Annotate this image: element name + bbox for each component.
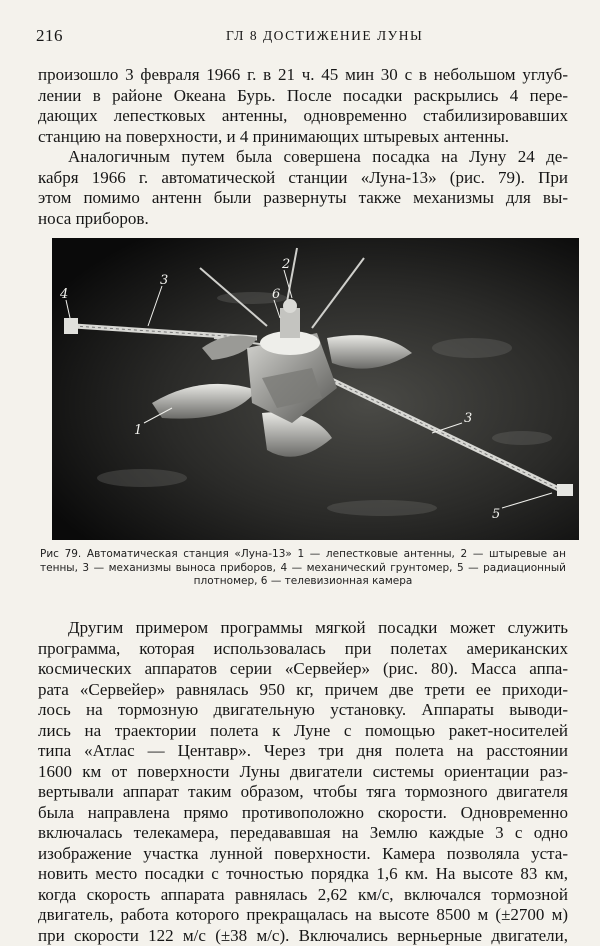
text-line: типа «Атлас — Центавр». Через три дня полета на расстоянии [38, 741, 568, 762]
text-line: произошло 3 февраля 1966 г. в 21 ч. 45 мин 30 с в небольшом углуб- [38, 65, 568, 86]
page-number: 216 [36, 26, 63, 46]
text-line: Аналогичным путем была совершена посадка на Луну 24 де- [38, 147, 568, 168]
text-line: 1600 км от поверхности Луны двигатели системы ориентации раз- [38, 762, 568, 783]
luna-13-photo [52, 238, 579, 540]
body-text-bottom [38, 618, 568, 946]
callout-4: 4 [59, 287, 68, 302]
page-header [36, 26, 572, 48]
text-line: Другим примером программы мягкой посадки может служить [38, 618, 568, 639]
text-line: при скорости 122 м/с (±38 м/с). Включались верньерные двигатели, [38, 926, 568, 946]
text-line: лись на траектории полета к Луне с помощью ракет-носителей [38, 721, 568, 742]
body-text-top [38, 65, 568, 229]
callout-3-right: 3 [464, 411, 472, 426]
running-title: ГЛ 8 ДОСТИЖЕНИЕ ЛУНЫ [226, 28, 423, 44]
luna-13-illustration [52, 238, 579, 540]
caption-line: плотномер, 6 — телевизионная камера [40, 575, 566, 589]
figure-caption [40, 548, 566, 589]
text-line: двигатель, работа которого прекращалась на высоте 8500 м (±2700 м) [38, 905, 568, 926]
callout-1: 1 [134, 423, 142, 438]
text-line: кабря 1966 г. автоматической станции «Луна-13» (рис. 79). При [38, 168, 568, 189]
text-line: носа приборов. [38, 209, 568, 230]
text-line: лении в районе Океана Бурь. После посадки раскрылись 4 пере- [38, 86, 568, 107]
callout-3: 3 [160, 273, 168, 288]
text-line: новить место посадки с точностью порядка 1,6 км. На высоте 83 км, [38, 864, 568, 885]
paragraph-1 [38, 65, 568, 147]
callout-6: 6 [272, 287, 280, 302]
text-line: когда скорость аппарата равнялась 2,62 км/с, включался тормозной [38, 885, 568, 906]
text-line: была направлена прямо противоположно скорости. Одновременно [38, 803, 568, 824]
text-line: космических аппаратов серии «Сервейер» (рис. 80). Масса аппа- [38, 659, 568, 680]
text-line: дающих лепестковых антенны, одновременно стабилизировавших [38, 106, 568, 127]
text-line: изображение участка лунной поверхности. Камера позволяла уста- [38, 844, 568, 865]
text-line: программа, которая использовалась при полетах американских [38, 639, 568, 660]
caption-line: Рис 79. Автоматическая станция «Луна-13» 1 — лепестковые антенны, 2 — штыревые ан [40, 548, 566, 562]
text-line: лось на тормозную двигательную установку. Аппараты выводи- [38, 700, 568, 721]
caption-line: тенны, 3 — механизмы выноса приборов, 4 — механический грунтомер, 5 — радиационный [40, 562, 566, 576]
callout-5: 5 [492, 507, 500, 522]
text-line: этом помимо антенн были развернуты также механизмы для вы- [38, 188, 568, 209]
paragraph-3 [38, 618, 568, 946]
text-line: станцию на поверхности, и 4 принимающих штыревых антенны. [38, 127, 568, 148]
text-line: включалась телекамера, передававшая на Землю каждые 3 с одно [38, 823, 568, 844]
text-line: вертывали аппарат таким образом, чтобы тяга тормозного двигателя [38, 782, 568, 803]
paragraph-2 [38, 147, 568, 229]
text-line: рата «Сервейер» равнялась 950 кг, причем две трети ее приходи- [38, 680, 568, 701]
callout-2: 2 [281, 257, 290, 272]
